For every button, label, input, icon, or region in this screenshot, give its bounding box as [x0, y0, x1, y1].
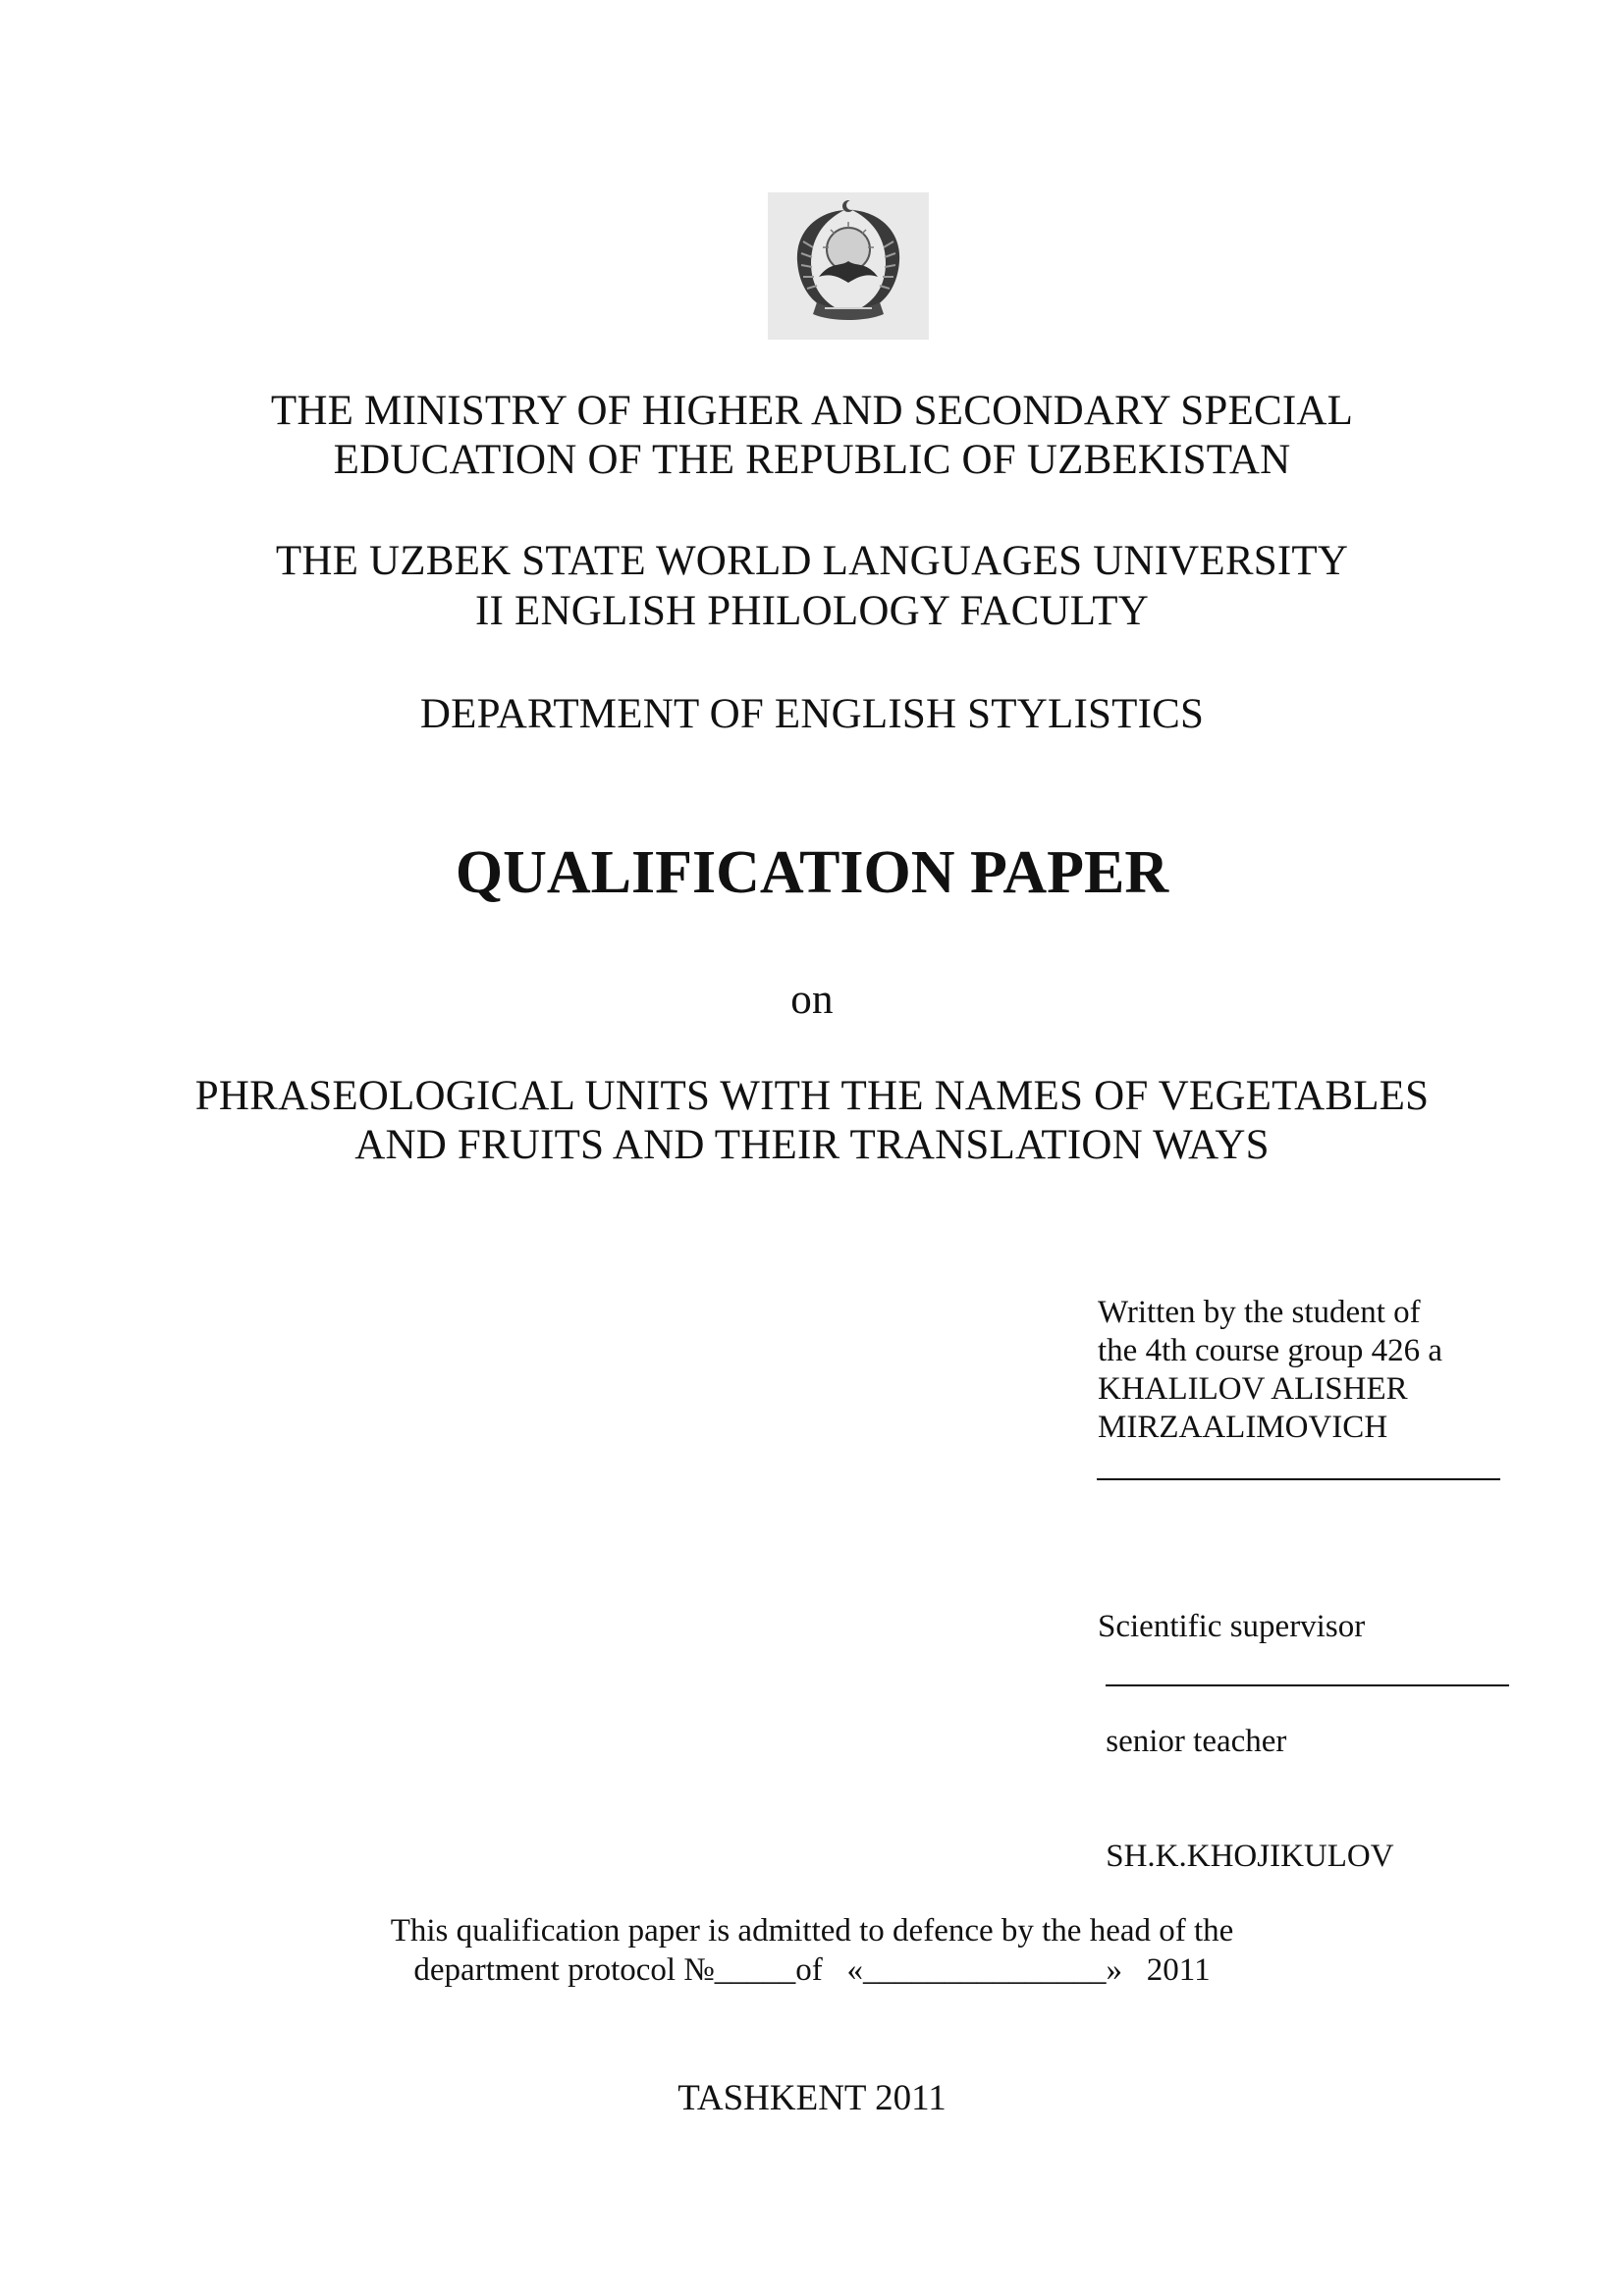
ministry-line-1: THE MINISTRY OF HIGHER AND SECONDARY SPECIAL [270, 388, 1354, 434]
topic-line-2: AND FRUITS AND THEIR TRANSLATION WAYS [354, 1122, 1270, 1168]
faculty-line: II ENGLISH PHILOLOGY FACULTY [475, 588, 1149, 634]
university-line-1: THE UZBEK STATE WORLD LANGUAGES UNIVERSITY [275, 538, 1349, 584]
author-signature-line [1097, 1478, 1500, 1480]
supervisor-block [1098, 1531, 1394, 1952]
department-line: DEPARTMENT OF ENGLISH STYLISTICS [419, 691, 1205, 737]
author-block [1098, 1294, 1442, 1447]
admission-line-1: This qualification paper is admitted to defence by the head of the [390, 1913, 1234, 1949]
supervisor-line-1: Scientific supervisor [1098, 1609, 1366, 1644]
author-line-2: the 4th course group 426 a [1098, 1333, 1442, 1368]
author-line-1: Written by the student of [1098, 1295, 1421, 1330]
admission-line-2: department protocol №_____of «_______________» 2011 [413, 1952, 1211, 1988]
supervisor-line-2: senior teacher [1098, 1724, 1287, 1759]
supervisor-signature-line [1106, 1684, 1509, 1686]
paper-title: QUALIFICATION PAPER [455, 839, 1169, 906]
on-label: on [790, 977, 834, 1023]
topic-line-1: PHRASEOLOGICAL UNITS WITH THE NAMES OF VEGETABLES [194, 1073, 1430, 1119]
city-year: TASHKENT 2011 [677, 2078, 947, 2118]
state-emblem-icon [768, 192, 929, 340]
author-name-line-1: KHALILOV ALISHER [1098, 1371, 1408, 1407]
supervisor-name: SH.K.KHOJIKULOV [1098, 1839, 1394, 1874]
author-name-line-2: MIRZAALIMOVICH [1098, 1410, 1388, 1445]
ministry-line-2: EDUCATION OF THE REPUBLIC OF UZBEKISTAN [333, 437, 1291, 483]
